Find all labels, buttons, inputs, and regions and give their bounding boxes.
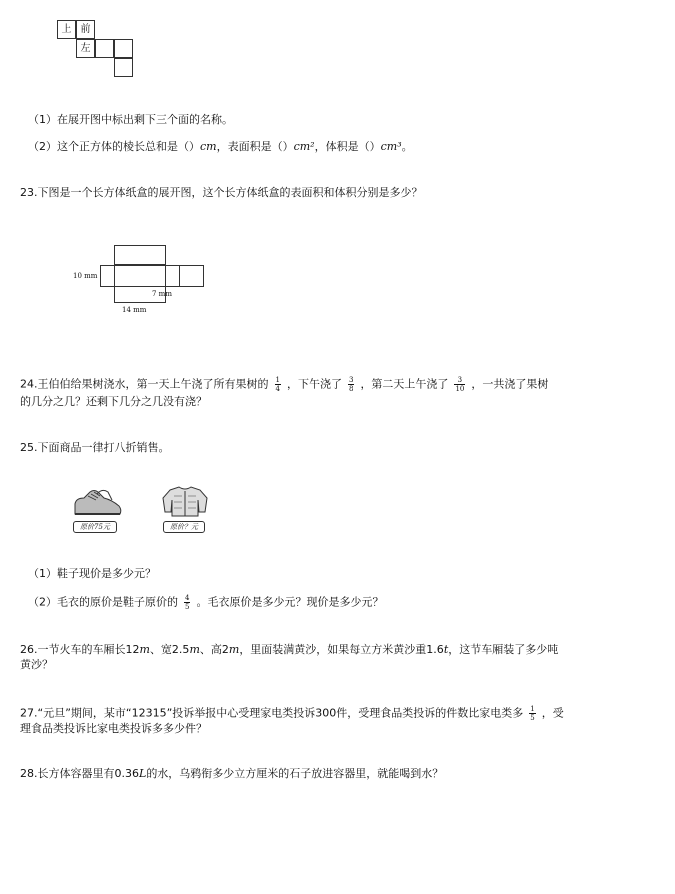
q24-fraction-3 — [454, 376, 465, 393]
q26-unit-t: t — [443, 643, 449, 656]
q25-fraction — [184, 594, 190, 611]
q22-sub1: （1）在展开图中标出剩下三个面的名称。 — [28, 113, 233, 126]
q24-f3-num: 3 — [454, 376, 465, 385]
q24-f2-den: 8 — [348, 385, 354, 393]
q26-unit-m1: m — [139, 643, 150, 656]
q24-part4: ，一共浇了果树 — [471, 377, 549, 391]
q28-text — [20, 767, 443, 781]
q24-f1-num: 1 — [275, 376, 280, 384]
q26-a: 26.一节火车的车厢长12 — [20, 643, 140, 656]
q26-e: ，这节车厢装了多少吨 — [448, 643, 559, 656]
q24-f2-num: 3 — [348, 376, 354, 384]
q24-f1-den: 4 — [275, 385, 280, 393]
net-face-front: 前 — [76, 20, 95, 39]
q25-sub2 — [28, 594, 383, 611]
dim-width-label: 7 mm — [152, 290, 172, 298]
q27-fraction — [529, 705, 535, 722]
q23-text: 23.下图是一个长方体纸盒的展开图，这个长方体纸盒的表面积和体积分别是多少？ — [20, 186, 423, 199]
sweater-icon — [160, 484, 210, 518]
q27-part2: ，受 — [541, 706, 564, 720]
q26-line1 — [20, 643, 558, 657]
sweater-price-tag: 原价？元 — [163, 521, 205, 533]
net-face-blank-2 — [114, 39, 133, 58]
dim-height-label: 10 mm — [73, 272, 98, 280]
q27-f-num: 1 — [530, 705, 535, 713]
q22-sub2-c: ，体积是（） — [314, 140, 381, 153]
shoe-icon — [72, 484, 124, 518]
q25-sub2-a: （2）毛衣的原价是鞋子原价的 — [28, 595, 178, 609]
q24-line2: 的几分之几？还剩下几分之几没有浇？ — [20, 395, 207, 408]
q28-b: 的水，乌鸦衔多少立方厘米的石子放进容器里，就能喝到水？ — [146, 767, 444, 780]
shoe-price-tag: 原价75元 — [73, 521, 117, 533]
box-net-front — [114, 265, 166, 287]
q22-sub2-b: ，表面积是（） — [216, 140, 294, 153]
q28-a: 28.长方体容器里有0.36 — [20, 767, 139, 780]
q27-part1: 27.“元旦”期间，某市“12315”投诉举报中心受理家电类投诉300件，受理食品类投诉的件数比家电类多 — [20, 706, 524, 720]
box-net-top — [114, 245, 166, 265]
q22-sub2-a: （2）这个正方体的棱长总和是（） — [28, 140, 200, 153]
dim-length-label: 14 mm — [122, 306, 147, 314]
q24-part3: ，第二天上午浇了 — [360, 377, 449, 391]
net-face-top: 上 — [57, 20, 76, 39]
net-face-left: 左 — [76, 39, 95, 58]
q28-unit-l: L — [139, 767, 147, 780]
q26-line2: 黄沙？ — [20, 658, 53, 671]
q25-text: 25.下面商品一律打八折销售。 — [20, 441, 170, 454]
box-net-left — [100, 265, 115, 287]
q27-f-den: 5 — [530, 714, 535, 722]
q24-fraction-1 — [275, 376, 281, 393]
q26-unit-m3: m — [228, 643, 240, 656]
q22-unit2: cm² — [293, 140, 315, 153]
net-face-blank-3 — [114, 58, 133, 77]
q25-f-den: 5 — [185, 603, 190, 611]
q22-unit3: cm³ — [380, 140, 402, 153]
q25-sub2-b: 。毛衣原价是多少元？现价是多少元？ — [196, 595, 384, 609]
q22-sub2 — [28, 140, 413, 154]
box-net-back — [179, 265, 204, 287]
box-net-right — [165, 265, 180, 287]
q24-fraction-2 — [348, 376, 354, 393]
q26-b: 、宽2.5 — [149, 643, 190, 656]
q22-unit1: cm — [200, 140, 217, 153]
net-face-blank-1 — [95, 39, 114, 58]
q24-f3-den: 10 — [455, 385, 465, 393]
q24-part2: ，下午浇了 — [286, 377, 342, 391]
q26-d: ，里面装满黄沙，如果每立方米黄沙重1.6 — [239, 643, 444, 656]
q22-sub2-d: 。 — [401, 140, 413, 153]
q27-line1 — [20, 705, 564, 722]
q27-line2: 理食品类投诉比家电类投诉多多少件？ — [20, 722, 207, 735]
q26-unit-m2: m — [189, 643, 200, 656]
q26-c: 、高2 — [199, 643, 229, 656]
q24-line1 — [20, 376, 548, 393]
q25-sub1: （1）鞋子现价是多少元？ — [28, 567, 156, 580]
q25-f-num: 4 — [185, 594, 190, 602]
q24-part1: 24.王伯伯给果树浇水，第一天上午浇了所有果树的 — [20, 377, 269, 391]
